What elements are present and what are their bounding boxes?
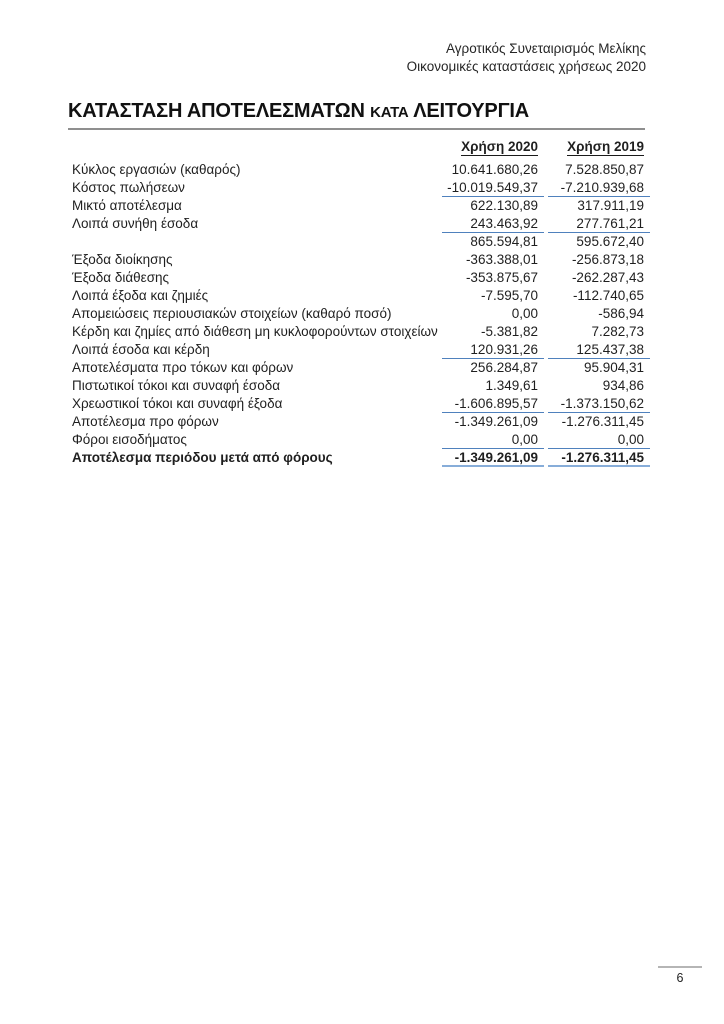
value-2020: -1.349.261,09 — [442, 449, 544, 467]
row-label: Απομειώσεις περιουσιακών στοιχείων (καθαρό ποσό) — [72, 306, 392, 321]
row-label: Αποτελέσματα προ τόκων και φόρων — [72, 360, 294, 375]
table-row — [68, 269, 650, 287]
table-row — [68, 449, 650, 467]
table-row — [68, 197, 650, 215]
table-row — [68, 431, 650, 449]
value-2020: -353.875,67 — [465, 270, 538, 285]
row-label: Λοιπά έξοδα και ζημιές — [72, 288, 209, 303]
value-2019: -1.276.311,45 — [561, 414, 644, 429]
title-main-left: ΚΑΤΑΣΤΑΣΗ ΑΠΟΤΕΛΕΣΜΑΤΩΝ — [68, 100, 365, 122]
organization-name: Αγροτικός Συνεταιρισμός Μελίκης — [446, 41, 646, 56]
row-label: Κέρδη και ζημίες από διάθεση μη κυκλοφορούντων στοιχείων — [72, 324, 438, 339]
value-2020: 1.349,61 — [485, 378, 538, 393]
table-body — [68, 161, 650, 467]
value-2020: 865.594,81 — [470, 234, 538, 249]
value-2020: -10.019.549,37 — [442, 179, 544, 197]
value-2019: 317.911,19 — [577, 198, 644, 213]
table-row — [68, 215, 650, 233]
value-2019: 7.282,73 — [591, 324, 644, 339]
value-2019: -256.873,18 — [571, 252, 644, 267]
table-row — [68, 413, 650, 431]
row-label: Έξοδα διάθεσης — [72, 270, 170, 285]
document-header — [407, 40, 646, 75]
table-row — [68, 359, 650, 377]
value-2020: 0,00 — [442, 431, 544, 449]
table-row — [68, 341, 650, 359]
value-2019: -586,94 — [598, 306, 644, 321]
value-2019: -1.276.311,45 — [548, 449, 650, 467]
statement-title-block — [68, 100, 645, 130]
row-label: Έξοδα διοίκησης — [72, 252, 173, 267]
value-2020: 243.463,92 — [442, 215, 544, 233]
row-label: Φόροι εισοδήματος — [72, 432, 187, 447]
value-2020: 0,00 — [511, 306, 538, 321]
column-header-2020: Χρήση 2020 — [461, 139, 538, 154]
income-statement-table — [68, 139, 650, 467]
value-2020: -5.381,82 — [480, 324, 538, 339]
table-row — [68, 179, 650, 197]
page-number: 6 — [676, 971, 684, 985]
page-footer — [658, 966, 702, 986]
table-row — [68, 377, 650, 395]
statement-title — [68, 100, 645, 123]
title-small-caps: ΚΑΤΑ — [370, 104, 409, 121]
table-row — [68, 287, 650, 305]
row-label: Μικτό αποτέλεσμα — [72, 198, 182, 213]
row-label: Κύκλος εργασιών (καθαρός) — [72, 162, 241, 177]
value-2019: 125.437,38 — [548, 341, 650, 359]
column-header-2019: Χρήση 2019 — [567, 139, 644, 154]
value-2020: 256.284,87 — [470, 360, 538, 375]
value-2020: 10.641.680,26 — [451, 162, 538, 177]
value-2019: -7.210.939,68 — [548, 179, 650, 197]
value-2020: -363.388,01 — [465, 252, 538, 267]
value-2019: 595.672,40 — [576, 234, 644, 249]
row-label: Λοιπά συνήθη έσοδα — [72, 216, 199, 231]
row-label: Αποτέλεσμα περιόδου μετά από φόρους — [72, 450, 333, 465]
value-2020: 622.130,89 — [470, 198, 538, 213]
value-2019: 934,86 — [602, 378, 644, 393]
table-row — [68, 251, 650, 269]
table-row — [68, 233, 650, 251]
value-2019: 7.528.850,87 — [565, 162, 644, 177]
value-2019: 0,00 — [548, 431, 650, 449]
value-2020: 120.931,26 — [442, 341, 544, 359]
table-row — [68, 305, 650, 323]
title-main-right: ΛΕΙΤΟΥΡΓΙΑ — [413, 100, 529, 122]
table-header-row — [68, 139, 650, 159]
row-label: Χρεωστικοί τόκοι και συναφή έξοδα — [72, 396, 283, 411]
row-label: Λοιπά έσοδα και κέρδη — [72, 342, 210, 357]
table-row — [68, 323, 650, 341]
value-2019: -262.287,43 — [571, 270, 644, 285]
header-spacer — [68, 139, 438, 159]
row-label — [68, 233, 438, 251]
value-2019: 277.761,21 — [548, 215, 650, 233]
statements-subtitle: Οικονομικές καταστάσεις χρήσεως 2020 — [406, 58, 646, 74]
value-2019: -1.373.150,62 — [548, 395, 650, 413]
table-row — [68, 395, 650, 413]
value-2020: -1.606.895,57 — [442, 395, 544, 413]
row-label: Κόστος πωλήσεων — [72, 180, 185, 195]
value-2019: -112.740,65 — [572, 288, 644, 303]
value-2019: 95.904,31 — [583, 360, 644, 375]
value-2020: -7.595,70 — [480, 288, 538, 303]
table-row — [68, 161, 650, 179]
value-2020: -1.349.261,09 — [454, 414, 538, 429]
row-label: Πιστωτικοί τόκοι και συναφή έσοδα — [72, 378, 281, 393]
row-label: Αποτέλεσμα προ φόρων — [72, 414, 219, 429]
